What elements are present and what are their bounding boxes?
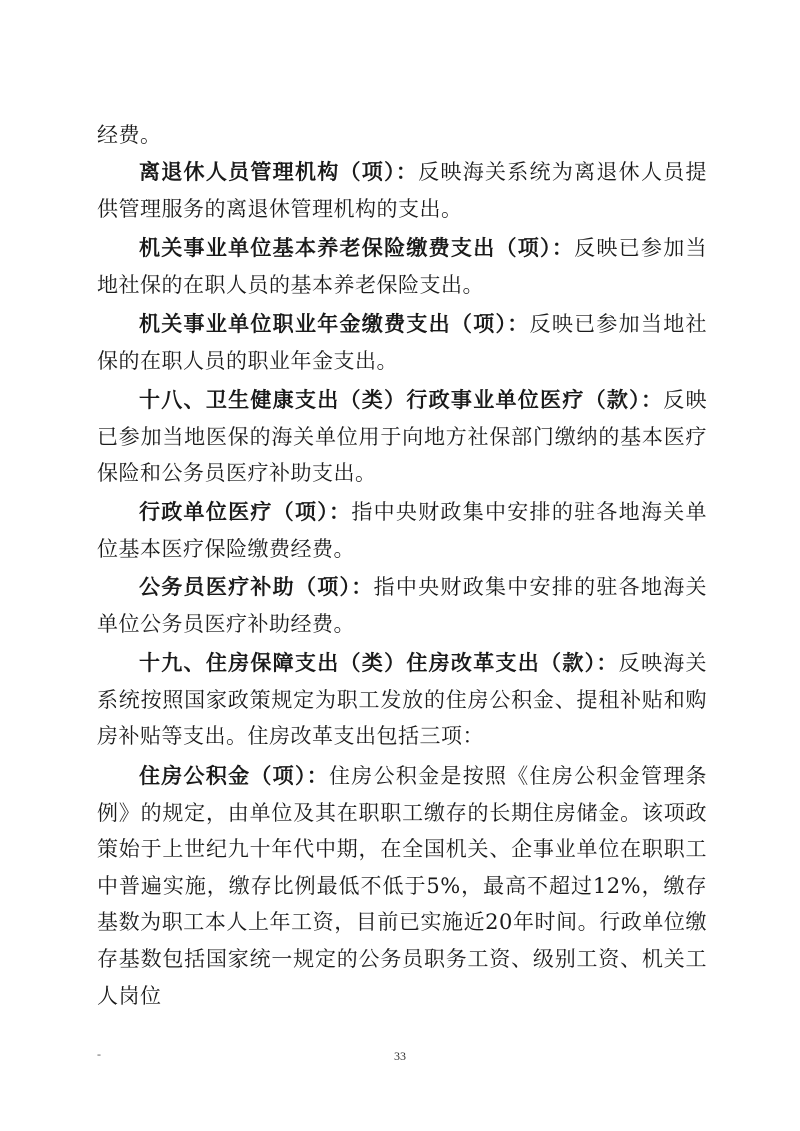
paragraph-pension-insurance [97, 230, 707, 303]
paragraph-heading: 十八、卫生健康支出（类）行政事业单位医疗（款）： [139, 388, 664, 412]
paragraph-heading: 十九、住房保障支出（类）住房改革支出（款）： [139, 651, 619, 675]
paragraph-retiree-management [97, 154, 707, 227]
paragraph-text: 反映海关系统按照国家政策规定为职工发放的住房公积金、提租补贴和购房补贴等支出。住房改革支出包括三项： [97, 651, 708, 749]
paragraph-text: 反映已参加当地社保的在职人员的基本养老保险支出。 [97, 236, 708, 297]
paragraph-text: 指中央财政集中安排的驻各地海关单位基本医疗保险缴费经费。 [97, 500, 708, 561]
paragraph-housing-fund [97, 758, 707, 1014]
paragraph-occupational-annuity [97, 306, 707, 379]
paragraph-heading: 机关事业单位基本养老保险缴费支出（项）： [139, 236, 575, 260]
paragraph-text: 指中央财政集中安排的驻各地海关单位公务员医疗补助经费。 [97, 575, 708, 636]
paragraph-heading: 行政单位医疗（项）： [139, 500, 352, 524]
paragraph-section-18-health [97, 382, 707, 492]
paragraph-text: 住房公积金是按照《住房公积金管理条例》的规定，由单位及其在职职工缴存的长期住房储金。该项政策始于上世纪九十年代中期，在全国机关、企事业单位在职职工中普遍实施，缴存比例最低不低于5%，最高不超过12%，缴存基数为职工本人上年工资，目前已实施近20年时间。行政单位缴存基数包括国家统一规定的公务员职务工资、级别工资、机关工人岗位 [97, 764, 708, 1008]
paragraph-text: 经费。 [97, 123, 162, 147]
paragraph-civil-servant-medical [97, 569, 707, 642]
paragraph-heading: 机关事业单位职业年金缴费支出（项）： [139, 312, 530, 336]
paragraph-section-19-housing [97, 645, 707, 755]
paragraph-heading: 公务员医疗补助（项）： [139, 575, 374, 599]
page-number: 33 [394, 1049, 406, 1063]
paragraph-text: 反映已参加当地社保的在职人员的职业年金支出。 [97, 312, 708, 373]
paragraph-text: 反映海关系统为离退休人员提供管理服务的离退休管理机构的支出。 [97, 160, 707, 221]
paragraph-heading: 住房公积金（项）： [139, 764, 330, 788]
paragraph-text: 反映已参加当地医保的海关单位用于向地方社保部门缴纳的基本医疗保险和公务员医疗补助支出。 [97, 388, 707, 486]
paragraph-continuation [97, 117, 707, 154]
footer-dash: - [97, 1047, 101, 1061]
paragraph-heading: 离退休人员管理机构（项）： [139, 160, 419, 184]
paragraph-admin-medical [97, 494, 707, 567]
